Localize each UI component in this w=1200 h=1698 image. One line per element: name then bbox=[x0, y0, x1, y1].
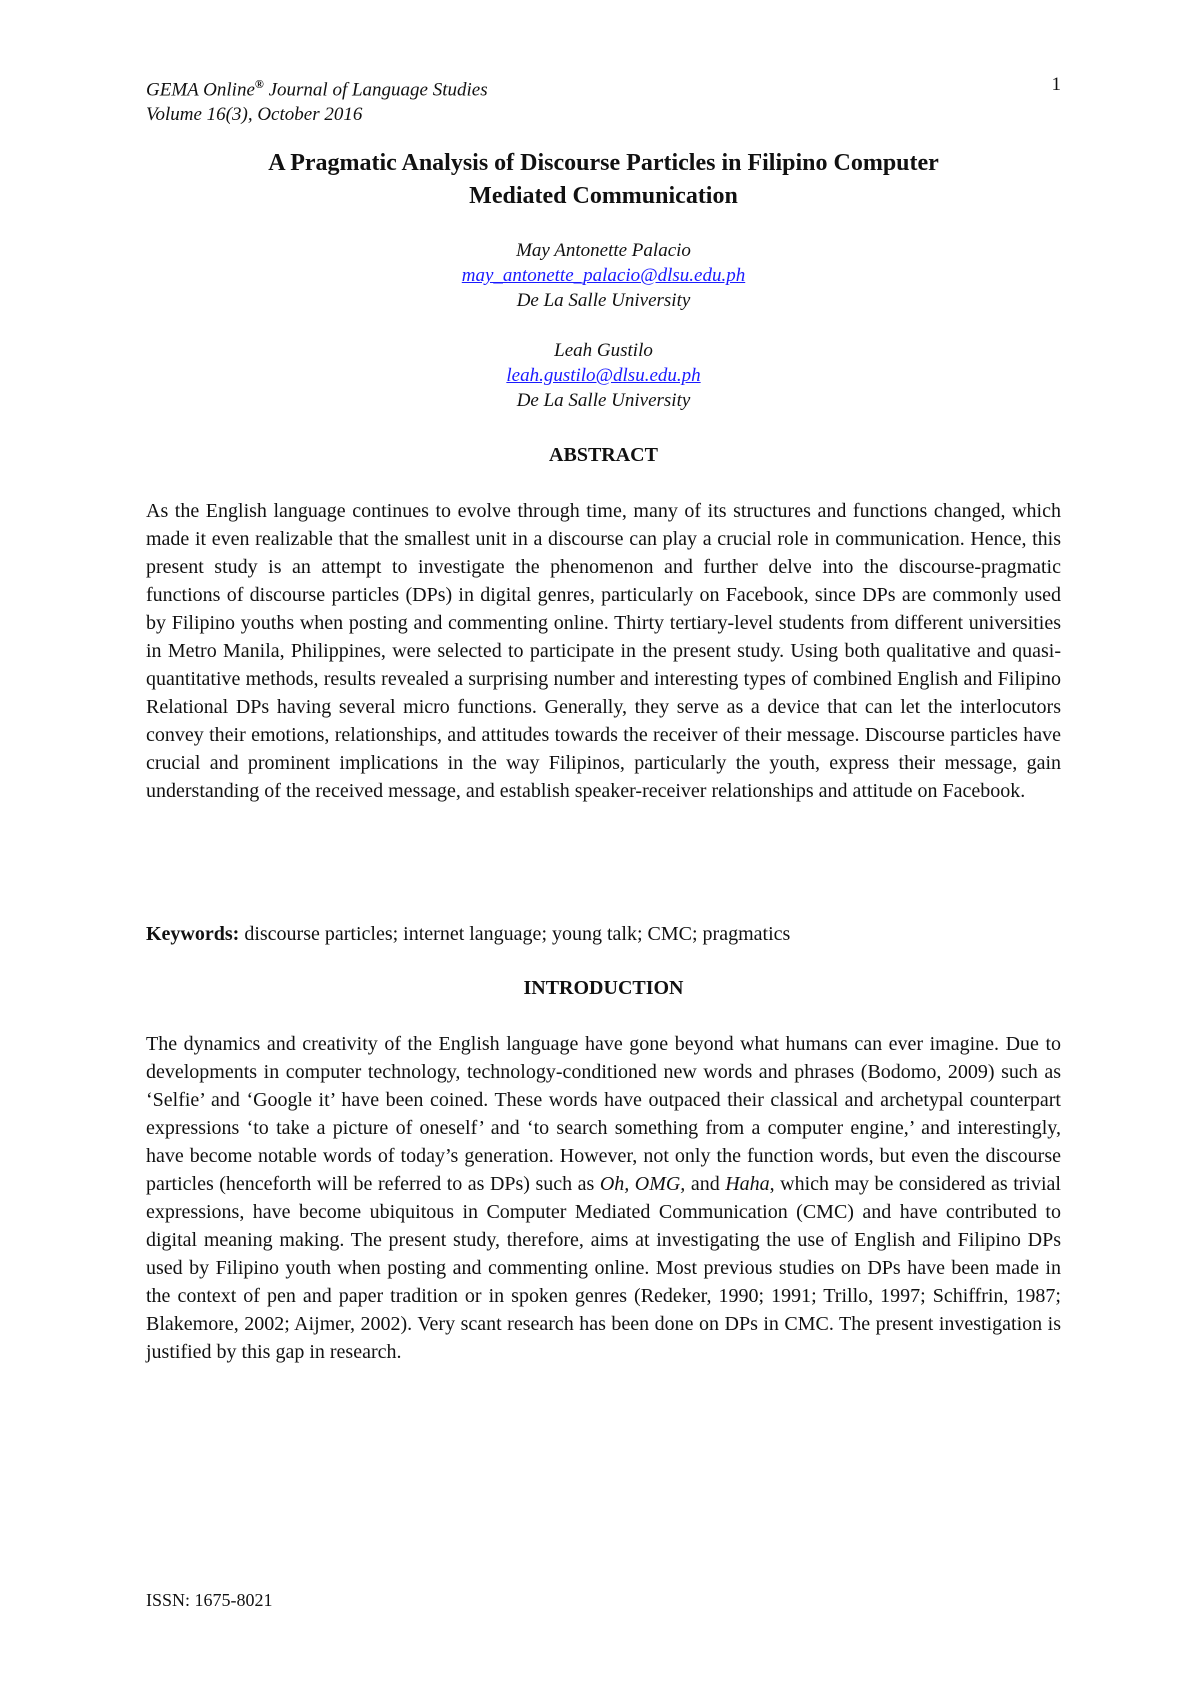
author-affiliation: De La Salle University bbox=[516, 390, 691, 411]
journal-suffix: Journal of Language Studies bbox=[263, 79, 488, 101]
intro-italic-1: Oh, OMG, bbox=[599, 1173, 686, 1195]
intro-italic-2: Haha bbox=[725, 1173, 770, 1195]
author-email-link[interactable]: leah.gustilo@dlsu.edu.ph bbox=[506, 365, 701, 386]
author-affiliation: De La Salle University bbox=[516, 290, 691, 311]
issn-footer: ISSN: 1675-8021 bbox=[146, 1590, 273, 1610]
abstract-text: As the English language continues to evolve through time, many of its structures and functions changed, which made it even realizable that the smallest unit in a discourse can play a crucial role in communication. Hence, this present study is an attempt to investigate the phenomenon and further delve into the discourse-pragmatic functions of discourse particles (DPs) in digital genres, particularly on Facebook, since DPs are commonly used by Filipino youths when posting and commenting online. Thirty tertiary-level students from different universities in Metro Manila, Philippines, were selected to participate in the present study. Using both qualitative and quasi-quantitative methods, results revealed a surprising number and interesting types of combined English and Filipino Relational DPs having several micro functions. Generally, they serve as a device that can let the interlocutors convey their emotions, relationships, and attitudes towards the receiver of their message. Discourse particles have crucial and prominent implications in the way Filipinos, particularly the youth, express their message, gain understanding of the received message, and establish speaker-receiver relationships and attitude on Facebook. bbox=[146, 500, 1061, 802]
volume-line: Volume 16(3), October 2016 bbox=[146, 104, 363, 126]
author-name: Leah Gustilo bbox=[554, 340, 653, 361]
author-block bbox=[146, 238, 1061, 313]
registered-mark: ® bbox=[254, 77, 264, 91]
author-name: May Antonette Palacio bbox=[516, 240, 691, 261]
paper-title bbox=[146, 147, 1061, 213]
keywords-text: discourse particles; internet language; young talk; CMC; pragmatics bbox=[239, 923, 791, 945]
journal-name: GEMA Online bbox=[146, 79, 255, 101]
introduction-text bbox=[146, 1030, 1061, 1366]
abstract-heading: ABSTRACT bbox=[549, 444, 658, 466]
intro-text-part-1: The dynamics and creativity of the English language have gone beyond what humans can ever imagine. Due to developments in computer technology, technology-conditioned new words and phrases (Bodomo, 2009) such as ‘Selfie’ and ‘Google it’ have been coined. These words have outpaced their classical and archetypal counterpart expressions ‘to take a picture of oneself’ and ‘to search something from a computer engine,’ and interestingly, have become notable words of today’s generation. However, not only the function words, but even the discourse particles (henceforth will be referred to as DPs) such as bbox=[146, 1033, 1061, 1195]
author-block bbox=[146, 338, 1061, 413]
author-list bbox=[146, 238, 1061, 438]
title-line-1: A Pragmatic Analysis of Discourse Particles in Filipino Computer bbox=[268, 150, 939, 176]
keywords-line bbox=[146, 920, 1061, 948]
introduction-heading: INTRODUCTION bbox=[523, 977, 684, 999]
title-line-2: Mediated Communication bbox=[469, 183, 738, 209]
page-number: 1 bbox=[1051, 74, 1061, 95]
author-email-link[interactable]: may_antonette_palacio@dlsu.edu.ph bbox=[461, 265, 746, 286]
keywords-label: Keywords: bbox=[146, 923, 240, 945]
running-header bbox=[146, 72, 1061, 127]
intro-text-part-2: and bbox=[685, 1173, 726, 1195]
journal-line bbox=[146, 72, 1061, 102]
intro-text-part-3: , which may be considered as trivial expressions, have become ubiquitous in Computer Mediated Communication (CMC) and have contributed to digital meaning making. The present study, therefore, aims at investigating the use of English and Filipino DPs used by Filipino youth when posting and commenting online. Most previous studies on DPs have been made in the context of pen and paper tradition or in spoken genres (Redeker, 1990; 1991; Trillo, 1997; Schiffrin, 1987; Blakemore, 2002; Aijmer, 2002). Very scant research has been done on DPs in CMC. The present investigation is justified by this gap in research. bbox=[146, 1173, 1061, 1363]
